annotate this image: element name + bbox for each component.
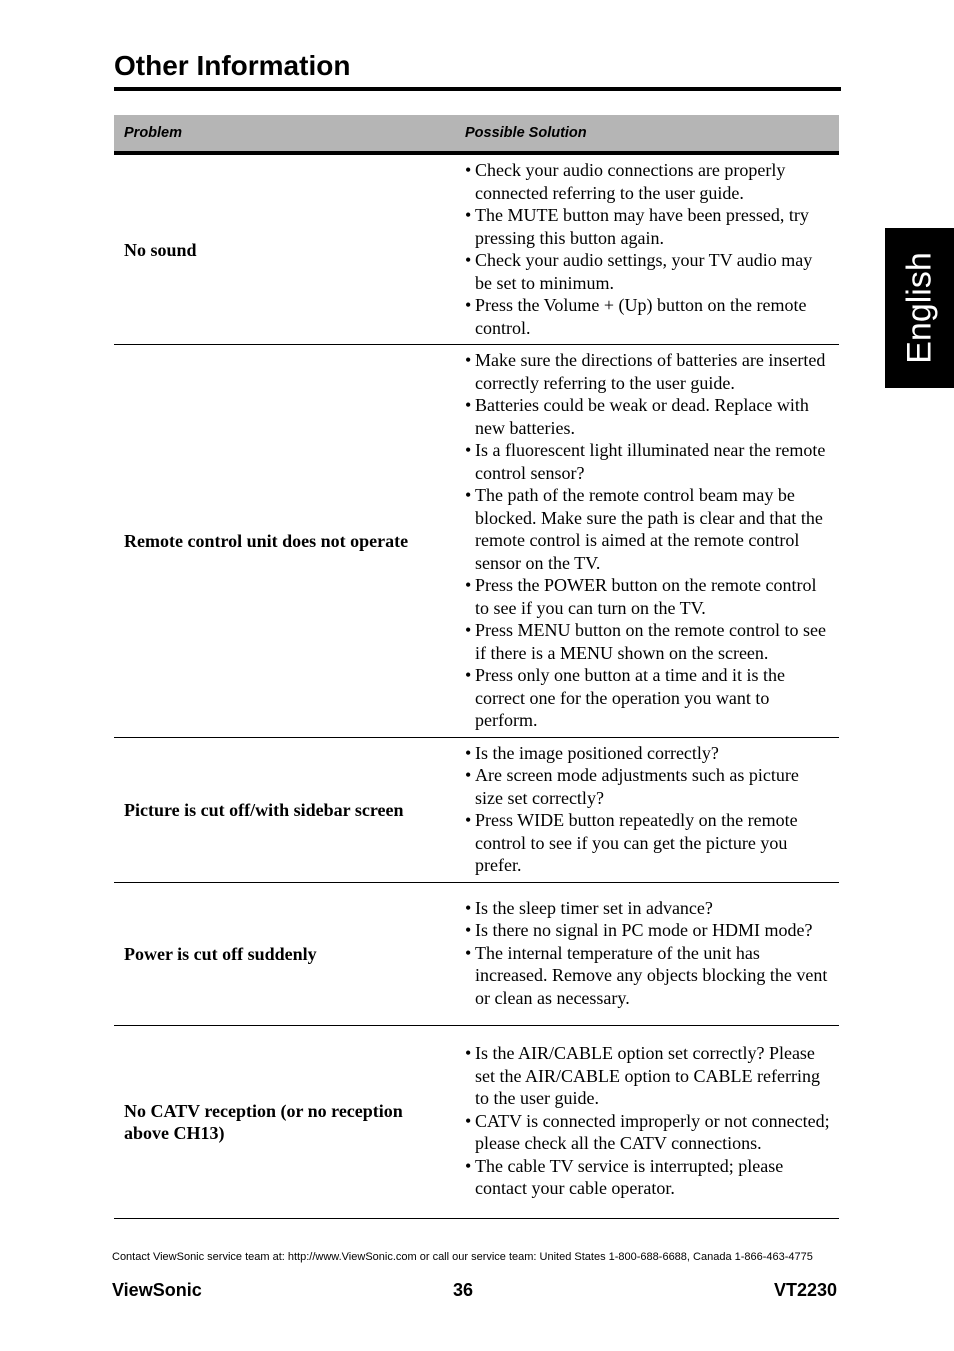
solution-text: The MUTE button may have been pressed, try pressing this button again. bbox=[475, 205, 809, 248]
bullet-icon: • bbox=[465, 920, 472, 941]
language-tab-label: English bbox=[900, 252, 938, 364]
problem-cell: Picture is cut off/with sidebar screen bbox=[114, 737, 455, 882]
solution-item bbox=[465, 1042, 831, 1110]
problem-cell: Power is cut off suddenly bbox=[114, 882, 455, 1025]
solution-text: The internal temperature of the unit has increased. Remove any objects blocking the vent or clean as necessary. bbox=[475, 942, 828, 1008]
solution-item bbox=[465, 394, 831, 439]
bullet-icon: • bbox=[465, 665, 472, 685]
solution-text: Press only one button at a time and it is the correct one for the operation you want to perform. bbox=[475, 665, 785, 730]
solution-item bbox=[465, 942, 831, 1010]
problem-cell: Remote control unit does not operate bbox=[114, 345, 455, 738]
solution-item bbox=[465, 664, 831, 732]
solution-cell bbox=[455, 737, 839, 882]
solution-item bbox=[465, 249, 831, 294]
problem-cell: No sound bbox=[114, 153, 455, 345]
solution-item bbox=[465, 294, 831, 339]
solution-text: Is the image positioned correctly? bbox=[475, 742, 719, 763]
solution-list bbox=[465, 897, 831, 1010]
footer-brand: ViewSonic bbox=[112, 1280, 202, 1300]
solution-item bbox=[465, 159, 831, 204]
solution-cell bbox=[455, 882, 839, 1025]
solution-text: Check your audio settings, your TV audio may be set to minimum. bbox=[475, 250, 813, 293]
bullet-icon: • bbox=[465, 295, 472, 315]
solution-item bbox=[465, 919, 831, 942]
solution-item bbox=[465, 742, 831, 765]
bullet-icon: • bbox=[465, 205, 472, 225]
bullet-icon: • bbox=[465, 250, 472, 270]
footer-model: VT2230 bbox=[774, 1280, 838, 1300]
solution-list bbox=[465, 159, 831, 339]
bullet-icon: • bbox=[465, 942, 472, 963]
table-row bbox=[114, 153, 839, 345]
table-row bbox=[114, 345, 839, 738]
solution-text: Press WIDE button repeatedly on the remote control to see if you can get the picture you prefer. bbox=[475, 810, 798, 875]
troubleshooting-table bbox=[114, 115, 839, 1219]
solution-text: Is the sleep timer set in advance? bbox=[475, 897, 713, 918]
header-problem: Problem bbox=[114, 115, 455, 153]
title-rule bbox=[114, 87, 841, 91]
bullet-icon: • bbox=[465, 1155, 472, 1176]
solution-text: Press the Volume + (Up) button on the remote control. bbox=[475, 295, 807, 338]
solution-item bbox=[465, 897, 831, 920]
footer-contact: Contact ViewSonic service team at: http://www.ViewSonic.com or call our service team: United States 1-800-688-6688, Canada 1-866-463-4775 bbox=[112, 1251, 813, 1263]
solution-text: Is a fluorescent light illuminated near the remote control sensor? bbox=[475, 440, 826, 483]
table-body bbox=[114, 153, 839, 1218]
solution-item bbox=[465, 764, 831, 809]
bullet-icon: • bbox=[465, 765, 472, 785]
solution-text: Check your audio connections are properly connected referring to the user guide. bbox=[475, 160, 786, 203]
table-header-row bbox=[114, 115, 839, 153]
language-tab bbox=[885, 228, 954, 388]
solution-item bbox=[465, 439, 831, 484]
bullet-icon: • bbox=[465, 810, 472, 830]
bullet-icon: • bbox=[465, 440, 472, 460]
solution-cell bbox=[455, 345, 839, 738]
solution-cell bbox=[455, 1025, 839, 1218]
table-row bbox=[114, 1025, 839, 1218]
solution-cell bbox=[455, 153, 839, 345]
solution-text: Is there no signal in PC mode or HDMI mode? bbox=[475, 920, 813, 941]
footer-page-number: 36 bbox=[453, 1280, 474, 1300]
solution-list bbox=[465, 349, 831, 732]
solution-text: The cable TV service is interrupted; please contact your cable operator. bbox=[475, 1155, 784, 1199]
problem-cell: No CATV reception (or no reception above CH13) bbox=[114, 1025, 455, 1218]
solution-item bbox=[465, 1110, 831, 1155]
header-solution: Possible Solution bbox=[455, 115, 839, 153]
solution-item bbox=[465, 1155, 831, 1200]
bullet-icon: • bbox=[465, 575, 472, 595]
bullet-icon: • bbox=[465, 620, 472, 640]
solution-text: Press MENU button on the remote control to see if there is a MENU shown on the screen. bbox=[475, 620, 826, 663]
bullet-icon: • bbox=[465, 1043, 472, 1064]
solution-item bbox=[465, 484, 831, 574]
solution-item bbox=[465, 204, 831, 249]
solution-item bbox=[465, 809, 831, 877]
bullet-icon: • bbox=[465, 160, 472, 180]
bullet-icon: • bbox=[465, 1110, 472, 1131]
bullet-icon: • bbox=[465, 485, 472, 505]
solution-text: Is the AIR/CABLE option set correctly? Please set the AIR/CABLE option to CABLE referring to the user guide. bbox=[475, 1043, 820, 1109]
bullet-icon: • bbox=[465, 395, 472, 415]
solution-item bbox=[465, 349, 831, 394]
solution-text: Press the POWER button on the remote control to see if you can turn on the TV. bbox=[475, 575, 817, 618]
bullet-icon: • bbox=[465, 742, 472, 763]
solution-text: CATV is connected improperly or not connected; please check all the CATV connections. bbox=[475, 1110, 830, 1154]
solution-text: Batteries could be weak or dead. Replace with new batteries. bbox=[475, 395, 809, 438]
solution-text: The path of the remote control beam may be blocked. Make sure the path is clear and that the remote control is aimed at the remote control sensor on the TV. bbox=[475, 485, 823, 573]
solution-item bbox=[465, 574, 831, 619]
bullet-icon: • bbox=[465, 897, 472, 918]
solution-item bbox=[465, 619, 831, 664]
solution-text: Are screen mode adjustments such as picture size set correctly? bbox=[475, 765, 799, 808]
solution-list bbox=[465, 1042, 831, 1200]
bullet-icon: • bbox=[465, 350, 472, 370]
table-row bbox=[114, 737, 839, 882]
page-title: Other Information bbox=[114, 50, 351, 81]
solution-list bbox=[465, 742, 831, 877]
table-row bbox=[114, 882, 839, 1025]
solution-text: Make sure the directions of batteries are inserted correctly referring to the user guide. bbox=[475, 350, 826, 393]
